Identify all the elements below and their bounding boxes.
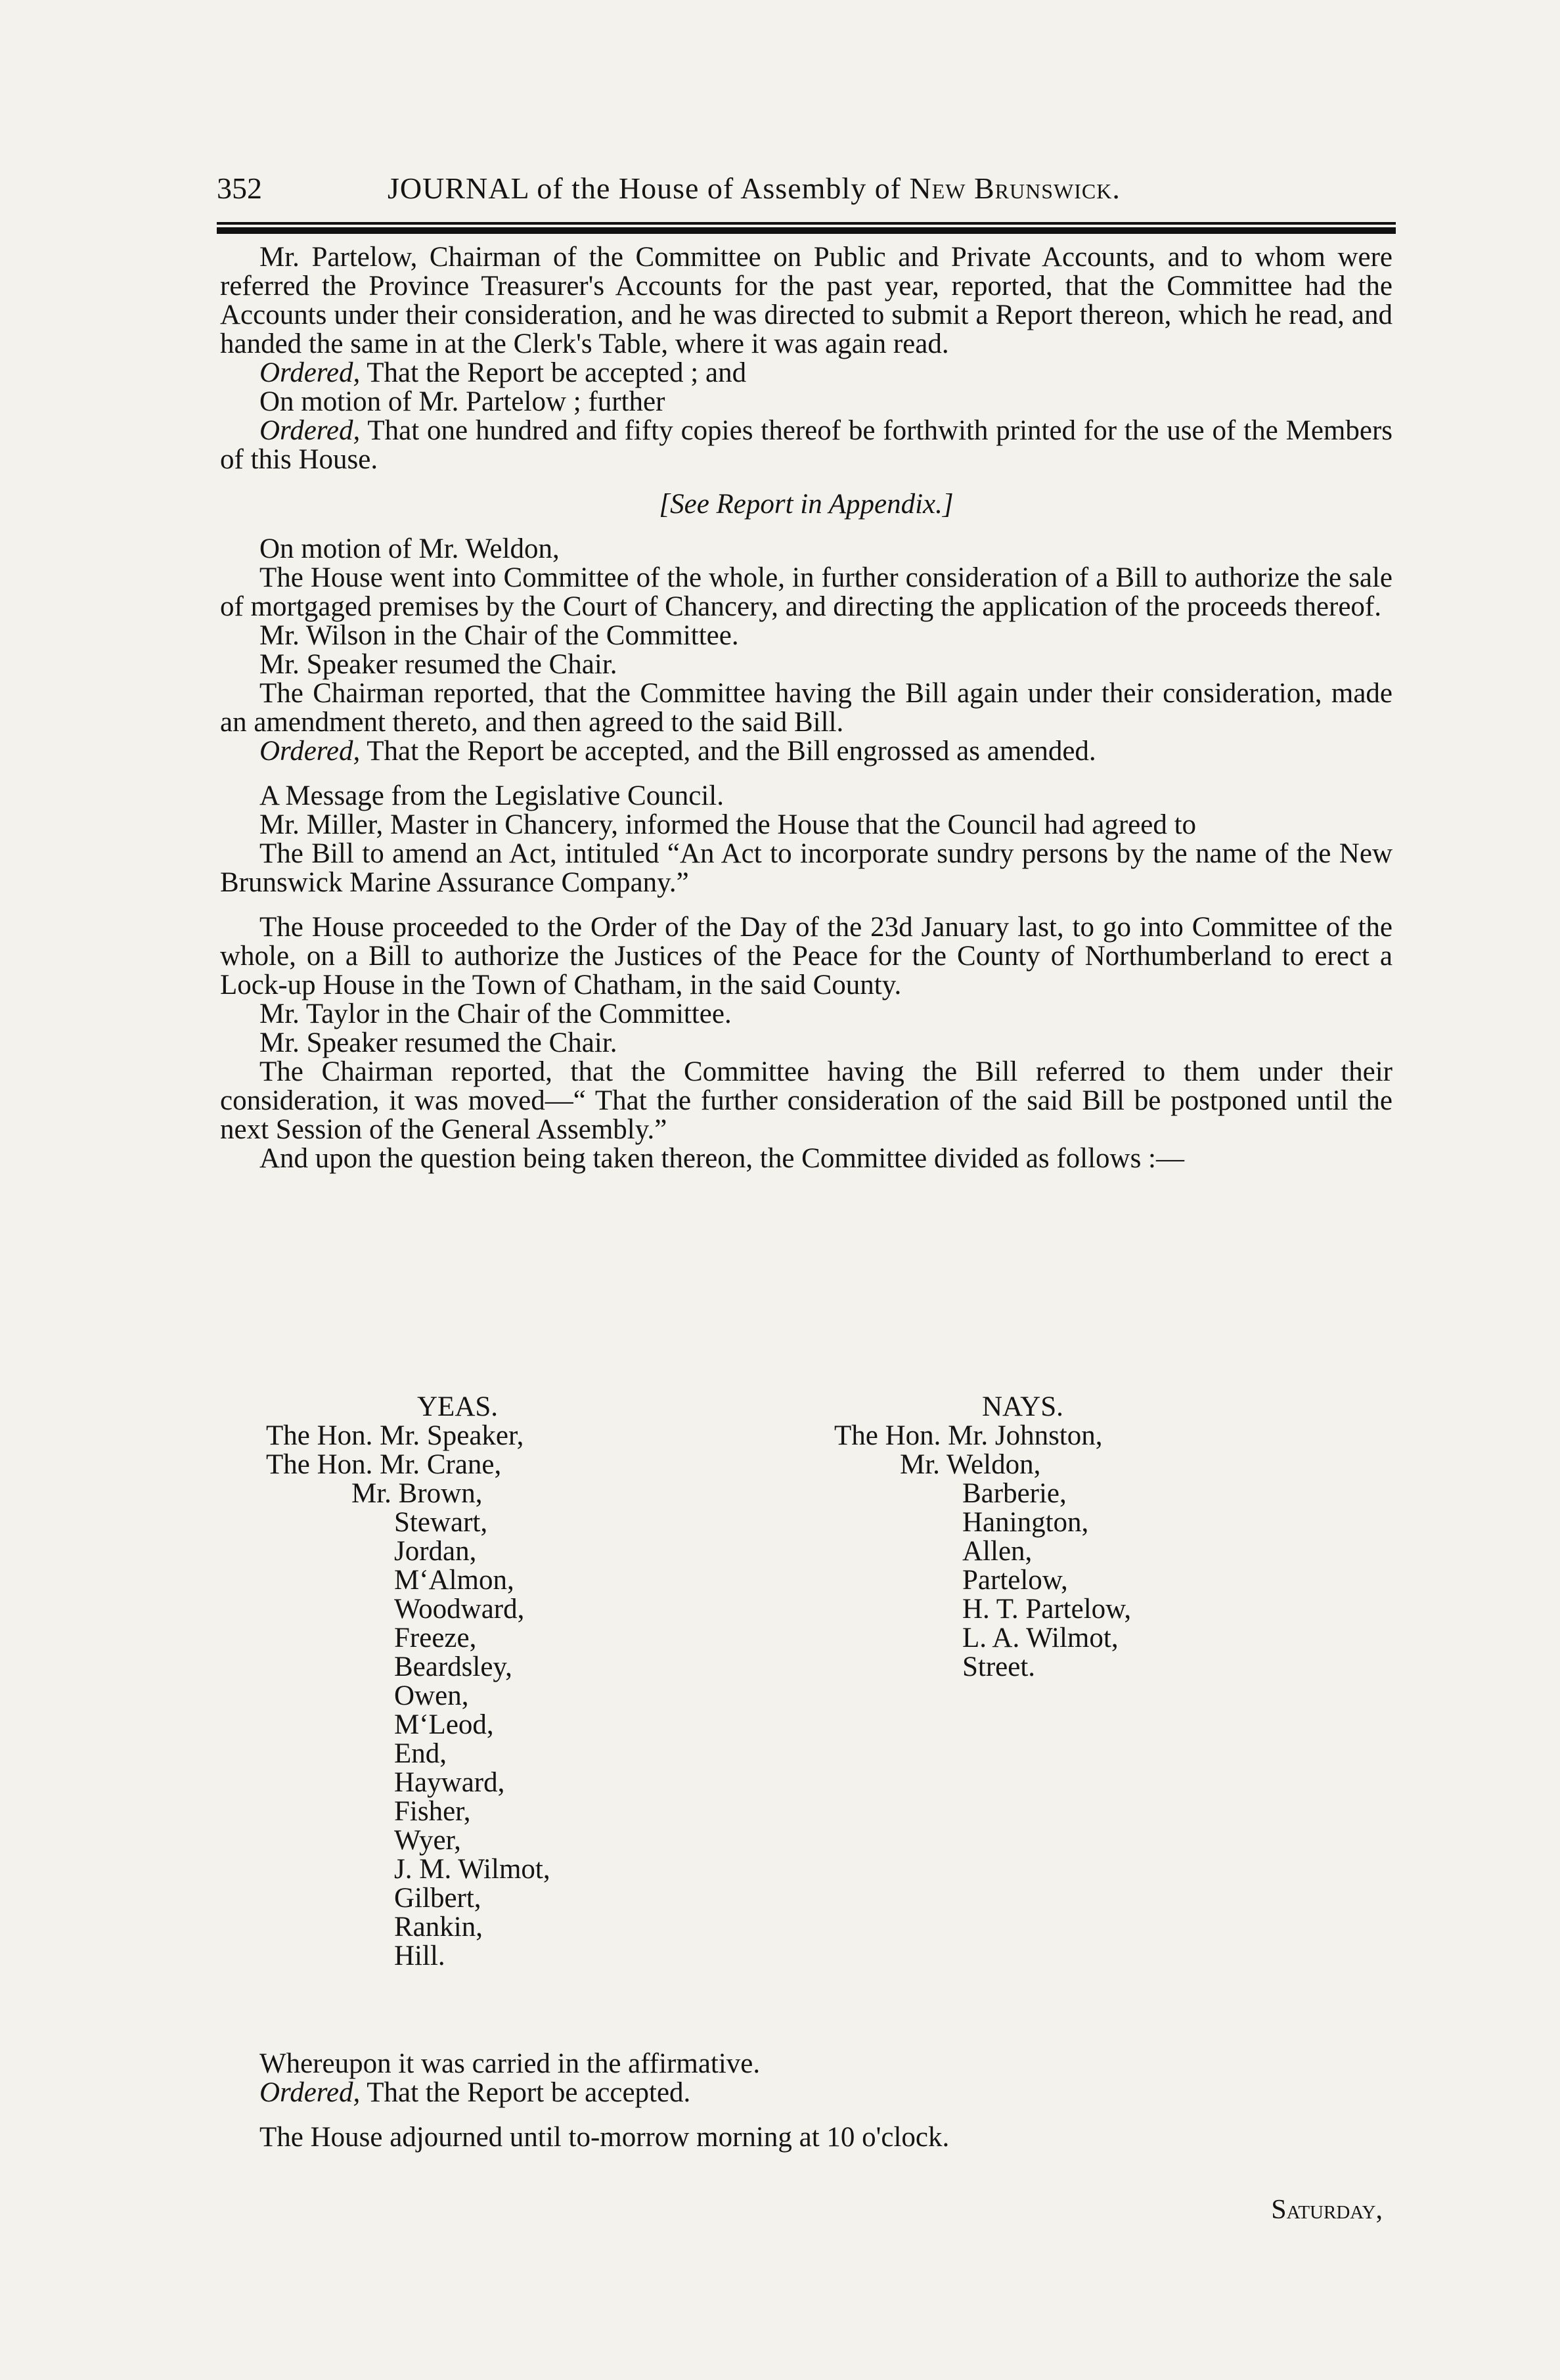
appendix-note: [See Report in Appendix.] [659, 489, 954, 520]
paragraph: Mr. Speaker resumed the Chair. [259, 649, 617, 680]
paragraph: The House went into Committee of the whole, in further consideration of a Bill to authorize the sale of mortgaged premises by the Court of Chancery, and directing the application of the proceeds thereof. [220, 562, 1393, 622]
running-header [217, 171, 1373, 223]
nays-column [834, 1393, 1360, 1682]
nays-heading: NAYS. [982, 1391, 1063, 1422]
nay-member: Hanington, [962, 1507, 1089, 1538]
paragraph: The House proceeded to the Order of the Day of the 23d January last, to go into Committee of the whole, on a Bill to authorize the Justices of the Peace for the County of Northumberland to erect a Lock-up House in the Town of Chatham, in the said County. [220, 912, 1393, 1000]
paragraph: On motion of Mr. Weldon, [259, 533, 560, 564]
header-rule-thick [217, 227, 1396, 234]
paragraph: Mr. Partelow, Chairman of the Committee on Public and Private Accounts, and to whom were referred the Province Treasurer's Accounts for the past year, reported, that the Committee had the Accounts under their consideration, and he was directed to submit a Report thereon, which he read, and handed the same in at the Clerk's Table, where it was again read. [220, 242, 1393, 359]
paragraph: On motion of Mr. Partelow ; further [259, 386, 665, 417]
yea-member: The Hon. Mr. Speaker, [266, 1420, 524, 1451]
catchword: Saturday, [1271, 2195, 1383, 2225]
yea-member: Freeze, [394, 1623, 477, 1653]
nay-member: L. A. Wilmot, [962, 1623, 1119, 1653]
paragraph: Mr. Speaker resumed the Chair. [259, 1027, 617, 1058]
nay-member: Barberie, [962, 1478, 1067, 1509]
journal-body [220, 243, 1393, 1173]
yea-member: Woodward, [394, 1594, 525, 1625]
paragraph: Ordered, That the Report be accepted ; and [259, 357, 747, 388]
paragraph: Whereupon it was carried in the affirmative. [259, 2048, 761, 2079]
yeas-heading: YEAS. [417, 1391, 499, 1422]
paragraph: A Message from the Legislative Council. [259, 780, 724, 811]
nay-member: Allen, [962, 1536, 1033, 1567]
nay-member: H. T. Partelow, [962, 1594, 1132, 1625]
yea-member: Hill. [394, 1941, 445, 1971]
header-rule-thin [217, 222, 1396, 225]
yea-member: End, [394, 1738, 447, 1769]
nay-member: Partelow, [962, 1565, 1068, 1596]
yea-member: M‘Leod, [394, 1709, 494, 1740]
yea-member: Stewart, [394, 1507, 488, 1538]
yea-member: Beardsley, [394, 1651, 512, 1682]
paragraph: Mr. Wilson in the Chair of the Committee. [259, 620, 739, 651]
yea-member: Owen, [394, 1680, 469, 1711]
closing-entries [220, 2050, 1393, 2152]
paragraph: The Chairman reported, that the Committee having the Bill referred to them under their consideration, it was moved—“ That the further consideration of the said Bill be postponed until the next Session of the General Assembly.” [220, 1056, 1393, 1145]
running-title [388, 171, 1121, 206]
yea-member: Mr. Brown, [351, 1478, 483, 1509]
yea-member: Wyer, [394, 1825, 461, 1856]
yea-member: Hayward, [394, 1767, 505, 1798]
yea-member: Gilbert, [394, 1883, 481, 1914]
yea-member: The Hon. Mr. Crane, [266, 1449, 502, 1480]
yea-member: Jordan, [394, 1536, 477, 1567]
paragraph: The Bill to amend an Act, intituled “An Act to incorporate sundry persons by the name of the New Brunswick Marine Assurance Company.” [220, 838, 1393, 898]
paragraph: Ordered, That the Report be accepted, and the Bill engrossed as amended. [259, 736, 1096, 767]
paragraph: Mr. Taylor in the Chair of the Committee. [259, 999, 732, 1029]
yea-member: J. M. Wilmot, [394, 1854, 550, 1885]
paragraph: Ordered, That the Report be accepted. [259, 2077, 691, 2108]
yea-member: Rankin, [394, 1912, 483, 1942]
yeas-column [220, 1393, 811, 1971]
yea-member: M‘Almon, [394, 1565, 514, 1596]
nay-member: Street. [962, 1651, 1036, 1682]
paragraph: The House adjourned until to-morrow morning at 10 o'clock. [259, 2122, 950, 2153]
nay-member: The Hon. Mr. Johnston, [834, 1420, 1103, 1451]
yea-member: Fisher, [394, 1796, 471, 1827]
page-number: 352 [217, 171, 262, 205]
paragraph: The Chairman reported, that the Committee having the Bill again under their consideration, made an amendment thereto, and then agreed to the said Bill. [220, 678, 1393, 738]
title-place: New Brunswick. [909, 171, 1121, 205]
paragraph: Ordered, That one hundred and fifty copies thereof be forthwith printed for the use of the Members of this House. [220, 415, 1393, 475]
title-prefix: JOURNAL of the House of Assembly of [388, 171, 910, 205]
paragraph: Mr. Miller, Master in Chancery, informed the House that the Council had agreed to [259, 809, 1197, 840]
nay-member: Mr. Weldon, [900, 1449, 1041, 1480]
paragraph: And upon the question being taken thereon, the Committee divided as follows :— [259, 1143, 1184, 1174]
